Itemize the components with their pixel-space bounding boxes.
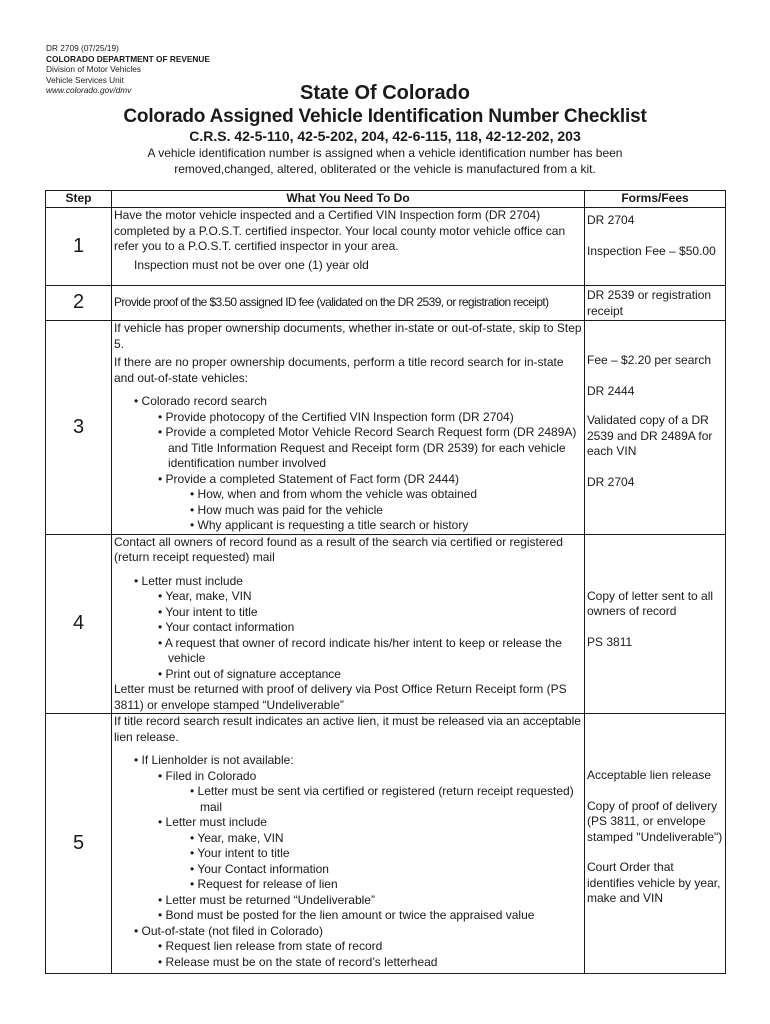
bullet-item: • Print out of signature acceptance [158,666,341,681]
fee-item: Inspection Fee – $50.00 [587,243,716,258]
bullet-item: • Your intent to title [190,846,290,860]
bullet-text: • Letter must be sent via certified or registered (return receipt requested) mail [190,784,574,814]
step-text: If vehicle has proper ownership documents, whether in-state or out-of-state, skip to Step 5. [114,321,582,351]
table-row-step-3 [46,321,726,535]
form-item: PS 3811 [587,634,633,649]
header-what: What You Need To Do [112,191,585,208]
bullet-item: • How much was paid for the vehicle [190,502,383,517]
division-name: Division of Motor Vehicles [46,64,141,75]
step-text: Have the motor vehicle inspected and a Certified VIN Inspection form (DR 2704) completed by a P.O.S.T. certified inspector. Your local county motor vehicle office can refer you to a P.O.S.T. certified inspector in your area. [114,208,566,253]
step-text: Provide proof of the $3.50 assigned ID fee (validated on the DR 2539, or registration receipt) [112,286,585,321]
form-item: DR 2704 [587,213,635,227]
bullet-item: • Year, make, VIN [158,589,252,603]
form-item: Acceptable lien release [587,768,712,782]
checklist-table [45,190,726,974]
bullet-item: • Why applicant is requesting a title search or history [190,518,469,532]
step-instructions [112,208,585,286]
department-name: COLORADO DEPARTMENT OF REVENUE [46,53,210,64]
page-subtitle: Colorado Assigned Vehicle Identification Number Checklist [123,106,647,127]
bullet-item: Inspection must not be over one (1) year old [134,257,369,272]
step-number: 2 [46,286,112,321]
step-text: Letter must be returned with proof of delivery via Post Office Return Receipt form (PS 3811) or envelope stamped “Undeliverable” [114,682,567,712]
step-instructions [112,714,585,974]
step-text: Contact all owners of record found as a result of the search via certified or registered (return receipt requested) mail [114,534,563,564]
table-row-step-5 [46,714,726,974]
bullet-item: • How, when and from whom the vehicle was obtained [190,487,478,501]
step-instructions [112,321,585,535]
bullet-item: • Out-of-state (not filed in Colorado) [134,923,323,938]
table-header-row [46,191,726,208]
table-row-step-1 [46,208,726,286]
step-text: If there are no proper ownership documents, perform a title record search for in-state and out-of-state vehicles: [114,355,564,385]
form-id: DR 2709 (07/25/19) [46,43,119,53]
step-number: 3 [46,321,112,535]
bullet-item [114,636,582,667]
intro-text: A vehicle identification number is assigned when a vehicle identification number has been removed,changed, altered, obliterated or the vehicle is manufactured from a kit. [147,146,623,176]
form-item: Copy of proof of delivery (PS 3811, or envelope stamped "Undeliverable") [587,798,723,844]
form-item: DR 2539 or registration receipt [587,288,712,318]
step-instructions [112,534,585,714]
form-item: Court Order that identifies vehicle by year, make and VIN [587,860,721,905]
website-link[interactable]: www.colorado.gov/dmv [46,85,132,96]
bullet-item [114,784,582,815]
form-item: Validated copy of a DR 2539 and DR 2489A for each VIN [587,413,713,458]
form-item: DR 2704 [587,474,635,489]
table-row-step-4 [46,534,726,714]
bullet-text: • A request that owner of record indicate his/her intent to keep or release the vehicle [158,635,562,665]
page-title: State Of Colorado [299,82,470,104]
step-number: 4 [46,534,112,714]
statute-references: C.R.S. 42-5-110, 42-5-202, 204, 42-6-115, 118, 42-12-202, 203 [189,128,581,144]
step-forms [585,321,726,535]
bullet-item: • If Lienholder is not available: [134,753,294,767]
bullet-item: • Request for release of lien [190,877,338,891]
bullet-item: • Your contact information [158,620,295,634]
bullet-item: • Filed in Colorado [158,768,257,783]
form-item: DR 2444 [587,383,635,398]
bullet-item: • Your intent to title [158,604,258,619]
bullet-text: • Provide a completed Motor Vehicle Record Search Request form (DR 2489A) and Title Information Request and Receipt form (DR 2539) for each vehicle identification number involved [158,425,577,470]
bullet-item: • Your Contact information [190,861,329,876]
header-forms: Forms/Fees [585,191,726,208]
step-forms [585,714,726,974]
fee-item: Fee – $2.20 per search [587,353,712,367]
bullet-item: • Request lien release from state of record [158,939,383,953]
bullet-item: • Year, make, VIN [190,830,284,845]
table-row-step-2 [46,286,726,321]
bullet-item: • Release must be on the state of record’s letterhead [158,954,438,969]
step-forms [585,208,726,286]
bullet-item: • Letter must include [158,815,267,829]
header-step: Step [46,191,112,208]
bullet-item: • Bond must be posted for the lien amount or twice the appraised value [158,908,535,922]
bullet-item: • Colorado record search [134,394,267,408]
bullet-item: • Letter must be returned “Undeliverable” [158,892,375,907]
step-number: 5 [46,714,112,974]
bullet-item: • Letter must include [134,573,243,588]
bullet-item [114,425,582,472]
unit-name: Vehicle Services Unit [46,74,124,85]
bullet-item: • Provide a completed Statement of Fact form (DR 2444) [158,471,459,486]
step-forms [585,534,726,714]
bullet-item: • Provide photocopy of the Certified VIN Inspection form (DR 2704) [158,409,514,424]
step-number: 1 [46,208,112,286]
form-item: Copy of letter sent to all owners of record [587,588,714,618]
step-text: If title record search result indicates an active lien, it must be released via an acceptable lien release. [114,714,581,744]
step-forms [585,286,726,321]
